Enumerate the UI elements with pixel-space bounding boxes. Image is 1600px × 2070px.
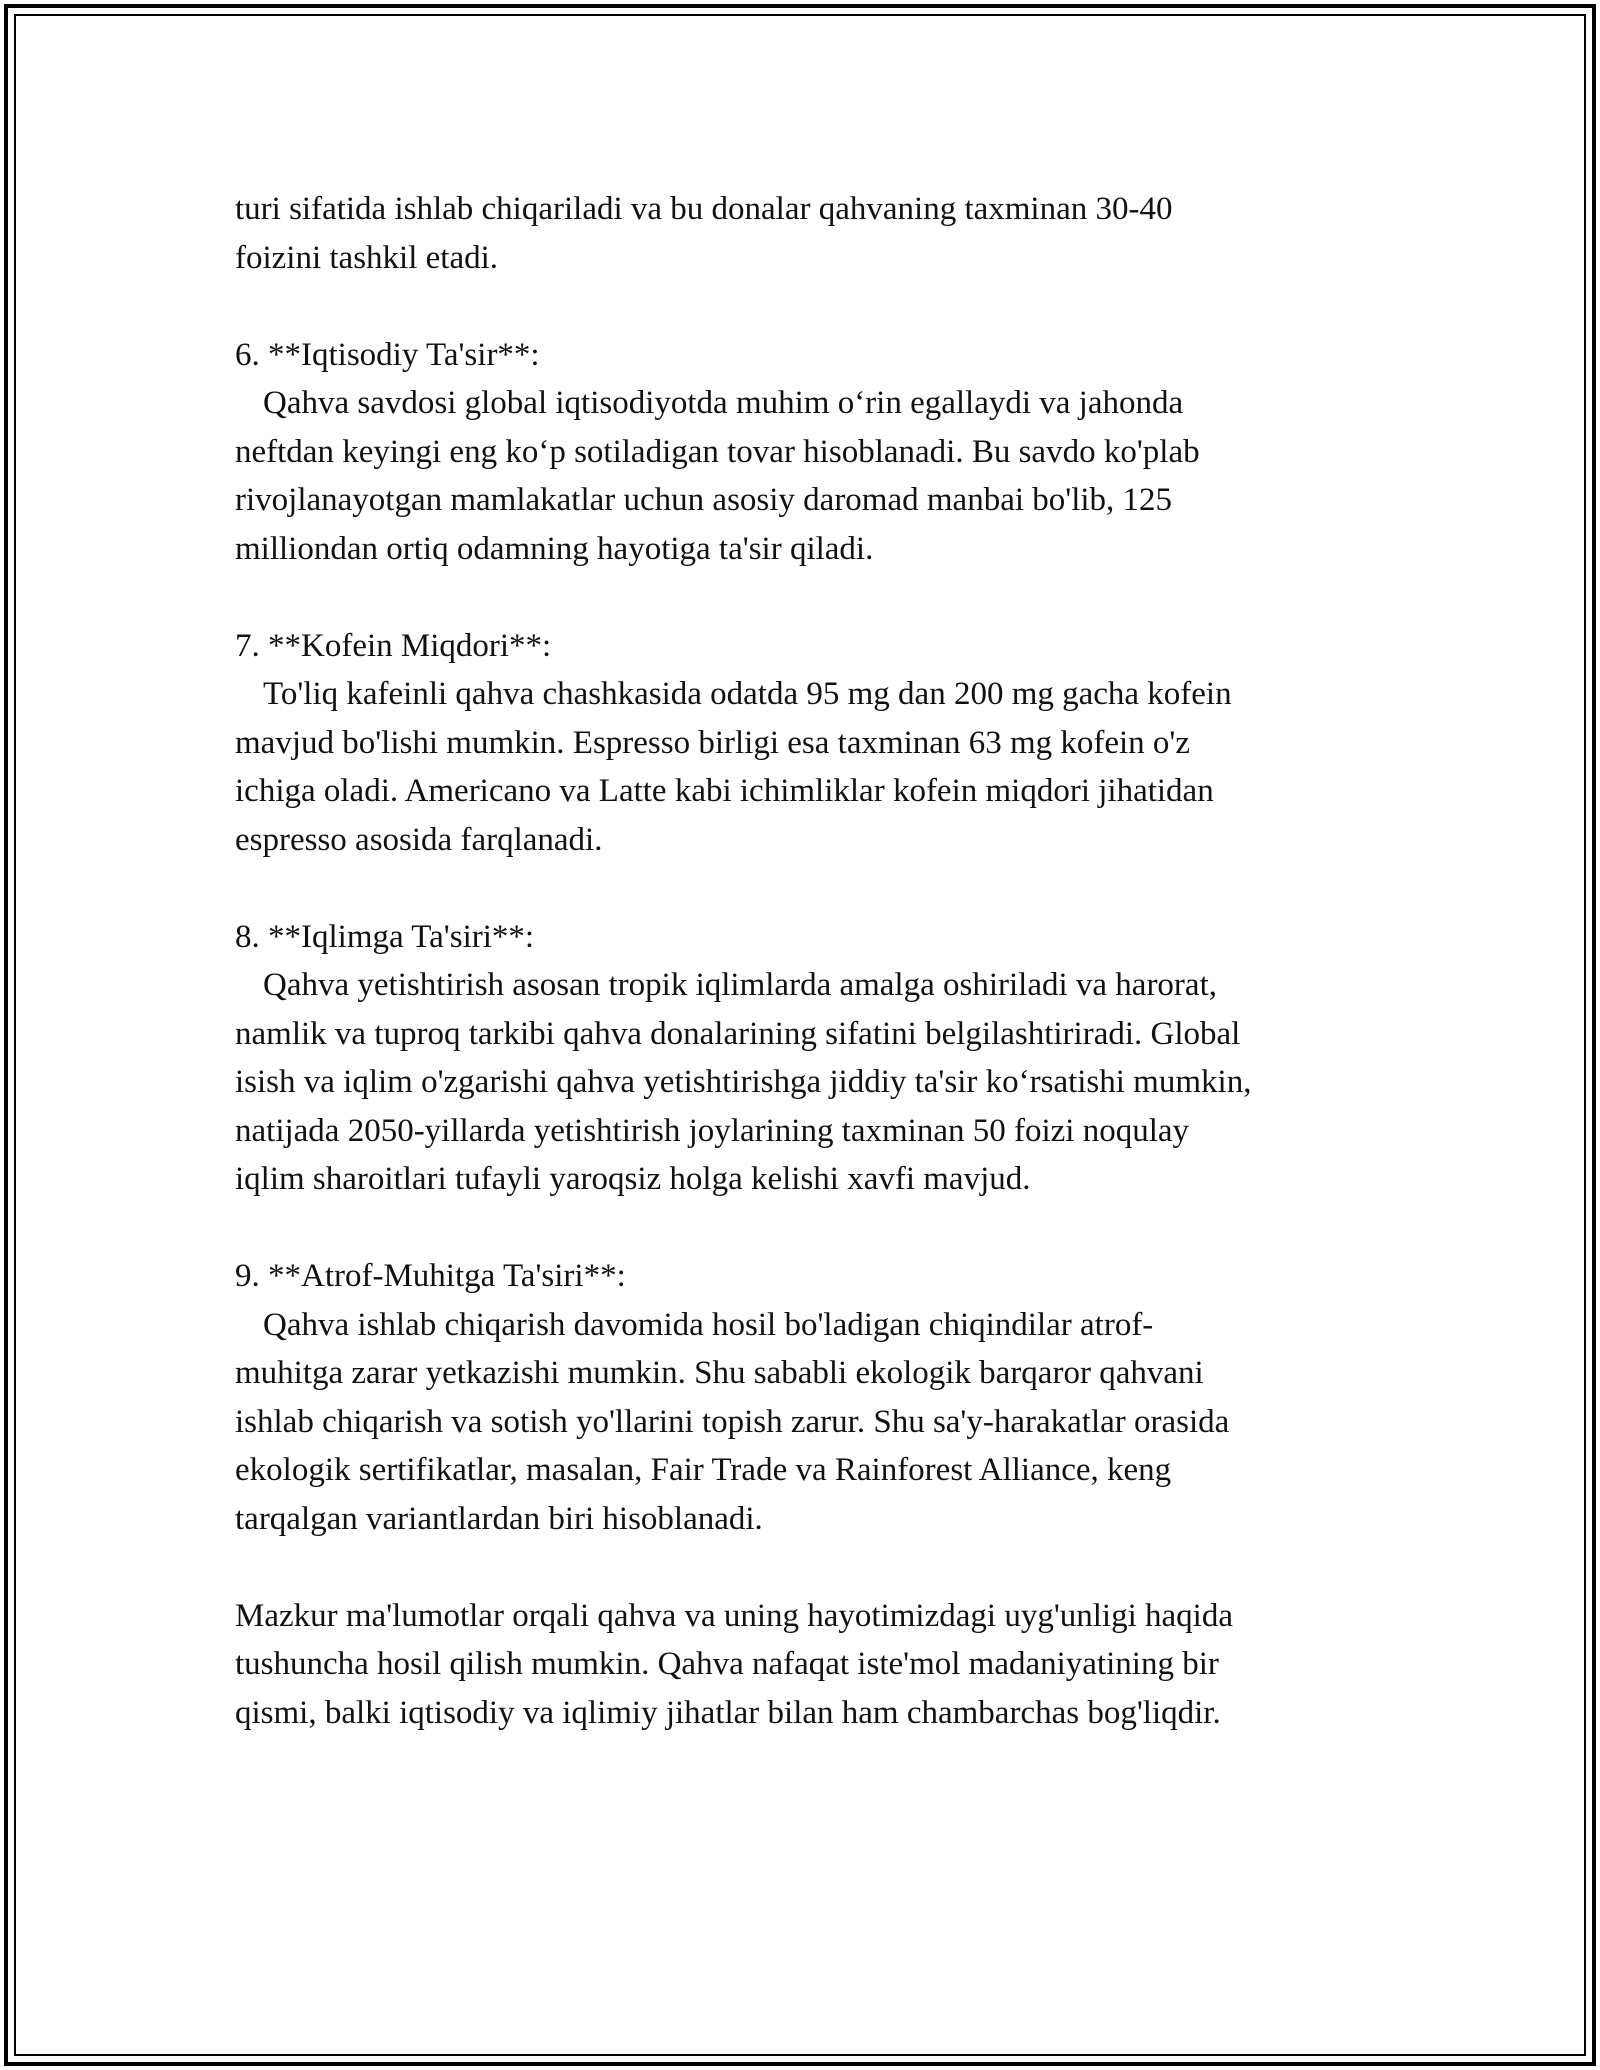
text-line: ichiga oladi. Americano va Latte kabi ichimliklar kofein miqdori jihatidan (235, 773, 1214, 809)
section-heading: 6. **Iqtisodiy Ta'sir**: (235, 336, 540, 373)
text-line: mavjud bo'lishi mumkin. Espresso birligi esa taxminan 63 mg kofein o'z (235, 724, 1191, 761)
document-body (235, 185, 1395, 1786)
text-line: tushuncha hosil qilish mumkin. Qahva nafaqat iste'mol madaniyatining bir (235, 1646, 1219, 1682)
intro-paragraph (235, 185, 1395, 282)
text-line: milliondan ortiq odamning hayotiga ta'sir qiladi. (235, 530, 874, 567)
text-line: tarqalgan variantlardan biri hisoblanadi. (235, 1500, 763, 1537)
text-line: qismi, balki iqtisodiy va iqlimiy jihatlar bilan ham chambarchas bog'liqdir. (235, 1694, 1221, 1731)
section-economic-impact (235, 331, 1395, 574)
section-environmental-impact (235, 1252, 1395, 1543)
text-line: ishlab chiqarish va sotish yo'llarini topish zarur. Shu sa'y-harakatlar orasida (235, 1403, 1230, 1440)
text-line: espresso asosida farqlanadi. (235, 821, 603, 858)
text-line: neftdan keyingi eng ko‘p sotiladigan tovar hisoblanadi. Bu savdo ko'plab (235, 433, 1200, 470)
text-line: iqlim sharoitlari tufayli yaroqsiz holga kelishi xavfi mavjud. (235, 1161, 1031, 1197)
text-line: To'liq kafeinli qahva chashkasida odatda 95 mg dan 200 mg gacha kofein (263, 676, 1232, 712)
text-line: namlik va tuproq tarkibi qahva donalarining sifatini belgilashtiriradi. Global (235, 1015, 1241, 1052)
text-line: Qahva savdosi global iqtisodiyotda muhim o‘rin egallaydi va jahonda (263, 385, 1184, 421)
text-line: isish va iqlim o'zgarishi qahva yetishtirishga jiddiy ta'sir ko‘rsatishi mumkin, (235, 1064, 1252, 1100)
text-line: rivojlanayotgan mamlakatlar uchun asosiy daromad manbai bo'lib, 125 (235, 482, 1173, 518)
conclusion-paragraph (235, 1592, 1395, 1738)
text-line: Qahva ishlab chiqarish davomida hosil bo'ladigan chiqindilar atrof- (263, 1306, 1154, 1343)
text-line: Qahva yetishtirish asosan tropik iqlimlarda amalga oshiriladi va harorat, (263, 967, 1217, 1003)
text-line: foizini tashkil etadi. (235, 239, 499, 276)
section-climate-impact (235, 913, 1395, 1204)
section-heading: 7. **Kofein Miqdori**: (235, 627, 552, 664)
text-line: Mazkur ma'lumotlar orqali qahva va uning hayotimizdagi uyg'unligi haqida (235, 1597, 1233, 1634)
section-caffeine-content (235, 622, 1395, 865)
section-heading: 8. **Iqlimga Ta'siri**: (235, 918, 535, 955)
text-line: muhitga zarar yetkazishi mumkin. Shu sababli ekologik barqaror qahvani (235, 1355, 1204, 1391)
text-line: natijada 2050-yillarda yetishtirish joylarining taxminan 50 foizi noqulay (235, 1112, 1190, 1149)
section-heading: 9. **Atrof-Muhitga Ta'siri**: (235, 1258, 626, 1294)
text-line: turi sifatida ishlab chiqariladi va bu donalar qahvaning taxminan 30-40 (235, 191, 1173, 227)
text-line: ekologik sertifikatlar, masalan, Fair Trade va Rainforest Alliance, keng (235, 1452, 1172, 1488)
